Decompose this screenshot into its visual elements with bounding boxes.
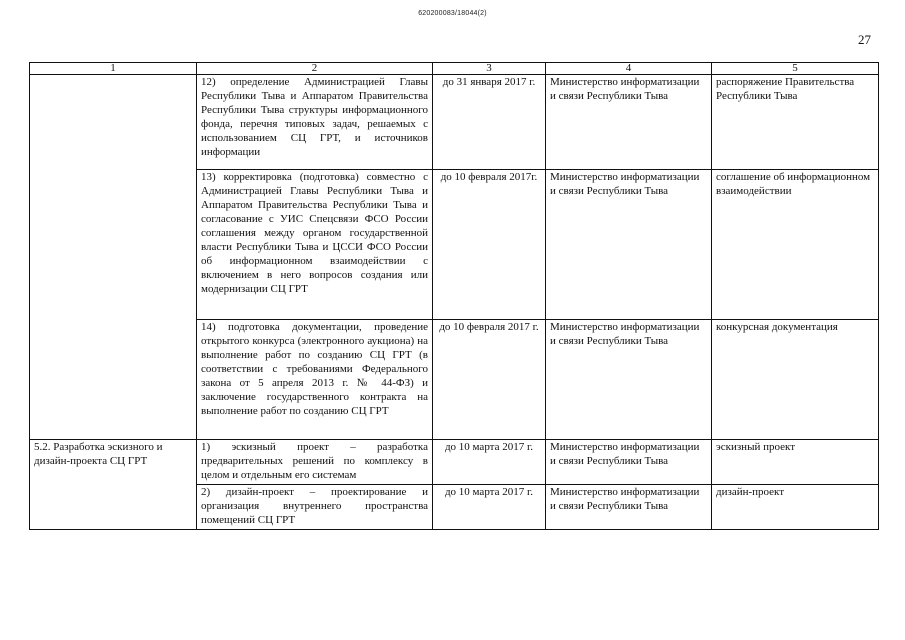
responsible-cell: Министерство информатизации и связи Республики Тыва xyxy=(546,75,712,170)
responsible-cell: Министерство информатизации и связи Республики Тыва xyxy=(546,440,712,485)
task-cell: 12) определение Администрацией Главы Республики Тыва и Аппаратом Правительства Республики Тыва структуры информационного фонда, перечня типовых задач, решаемых с использованием СЦ ГРТ, и источников информации xyxy=(197,75,433,170)
task-cell: 14) подготовка документации, проведение открытого конкурса (электронного аукциона) на выполнение работ по созданию СЦ ГРТ (в соответствии с требованиями Федерального закона от 5 апреля 2013 г. № 44-ФЗ) и заключение государственного контракта на выполнение работ по созданию СЦ ГРТ xyxy=(197,320,433,440)
deadline-cell: до 10 февраля 2017 г. xyxy=(433,320,546,440)
task-cell: 1) эскизный проект – разработка предварительных решений по комплексу в целом и отдельным его системам xyxy=(197,440,433,485)
deadline-cell: до 10 марта 2017 г. xyxy=(433,440,546,485)
section-cell-empty xyxy=(30,75,197,440)
result-cell: распоряжение Правительства Республики Тыва xyxy=(712,75,879,170)
deadline-cell: до 31 января 2017 г. xyxy=(433,75,546,170)
column-header-4: 4 xyxy=(546,63,712,75)
page-number: 27 xyxy=(858,32,871,47)
column-header-3: 3 xyxy=(433,63,546,75)
responsible-cell: Министерство информатизации и связи Республики Тыва xyxy=(546,170,712,320)
section-cell: 5.2. Разработка эскизного и дизайн-проекта СЦ ГРТ xyxy=(30,440,197,530)
result-cell: соглашение об информационном взаимодействии xyxy=(712,170,879,320)
task-cell: 13) корректировка (подготовка) совместно с Администрацией Главы Республики Тыва и Аппаратом Правительства Республики Тыва и согласование с УИС Спецсвязи ФСО России соглашения между органом государственной власти Республики Тыва и ЦССИ ФСО России об информационном взаимодействии с включением в него вопросов создания или модернизации СЦ ГРТ xyxy=(197,170,433,320)
column-header-2: 2 xyxy=(197,63,433,75)
document-id: 620200083/18044(2) xyxy=(418,10,487,17)
table-row xyxy=(30,440,879,485)
table-row xyxy=(30,75,879,170)
result-cell: дизайн-проект xyxy=(712,485,879,530)
responsible-cell: Министерство информатизации и связи Республики Тыва xyxy=(546,485,712,530)
result-cell: эскизный проект xyxy=(712,440,879,485)
column-header-1: 1 xyxy=(30,63,197,75)
task-cell: 2) дизайн-проект – проектирование и организация внутреннего пространства помещений СЦ ГРТ xyxy=(197,485,433,530)
deadline-cell: до 10 марта 2017 г. xyxy=(433,485,546,530)
deadline-cell: до 10 февраля 2017г. xyxy=(433,170,546,320)
schedule-table xyxy=(29,62,879,530)
column-header-5: 5 xyxy=(712,63,879,75)
result-cell: конкурсная документация xyxy=(712,320,879,440)
table-header-row xyxy=(30,63,879,75)
responsible-cell: Министерство информатизации и связи Республики Тыва xyxy=(546,320,712,440)
